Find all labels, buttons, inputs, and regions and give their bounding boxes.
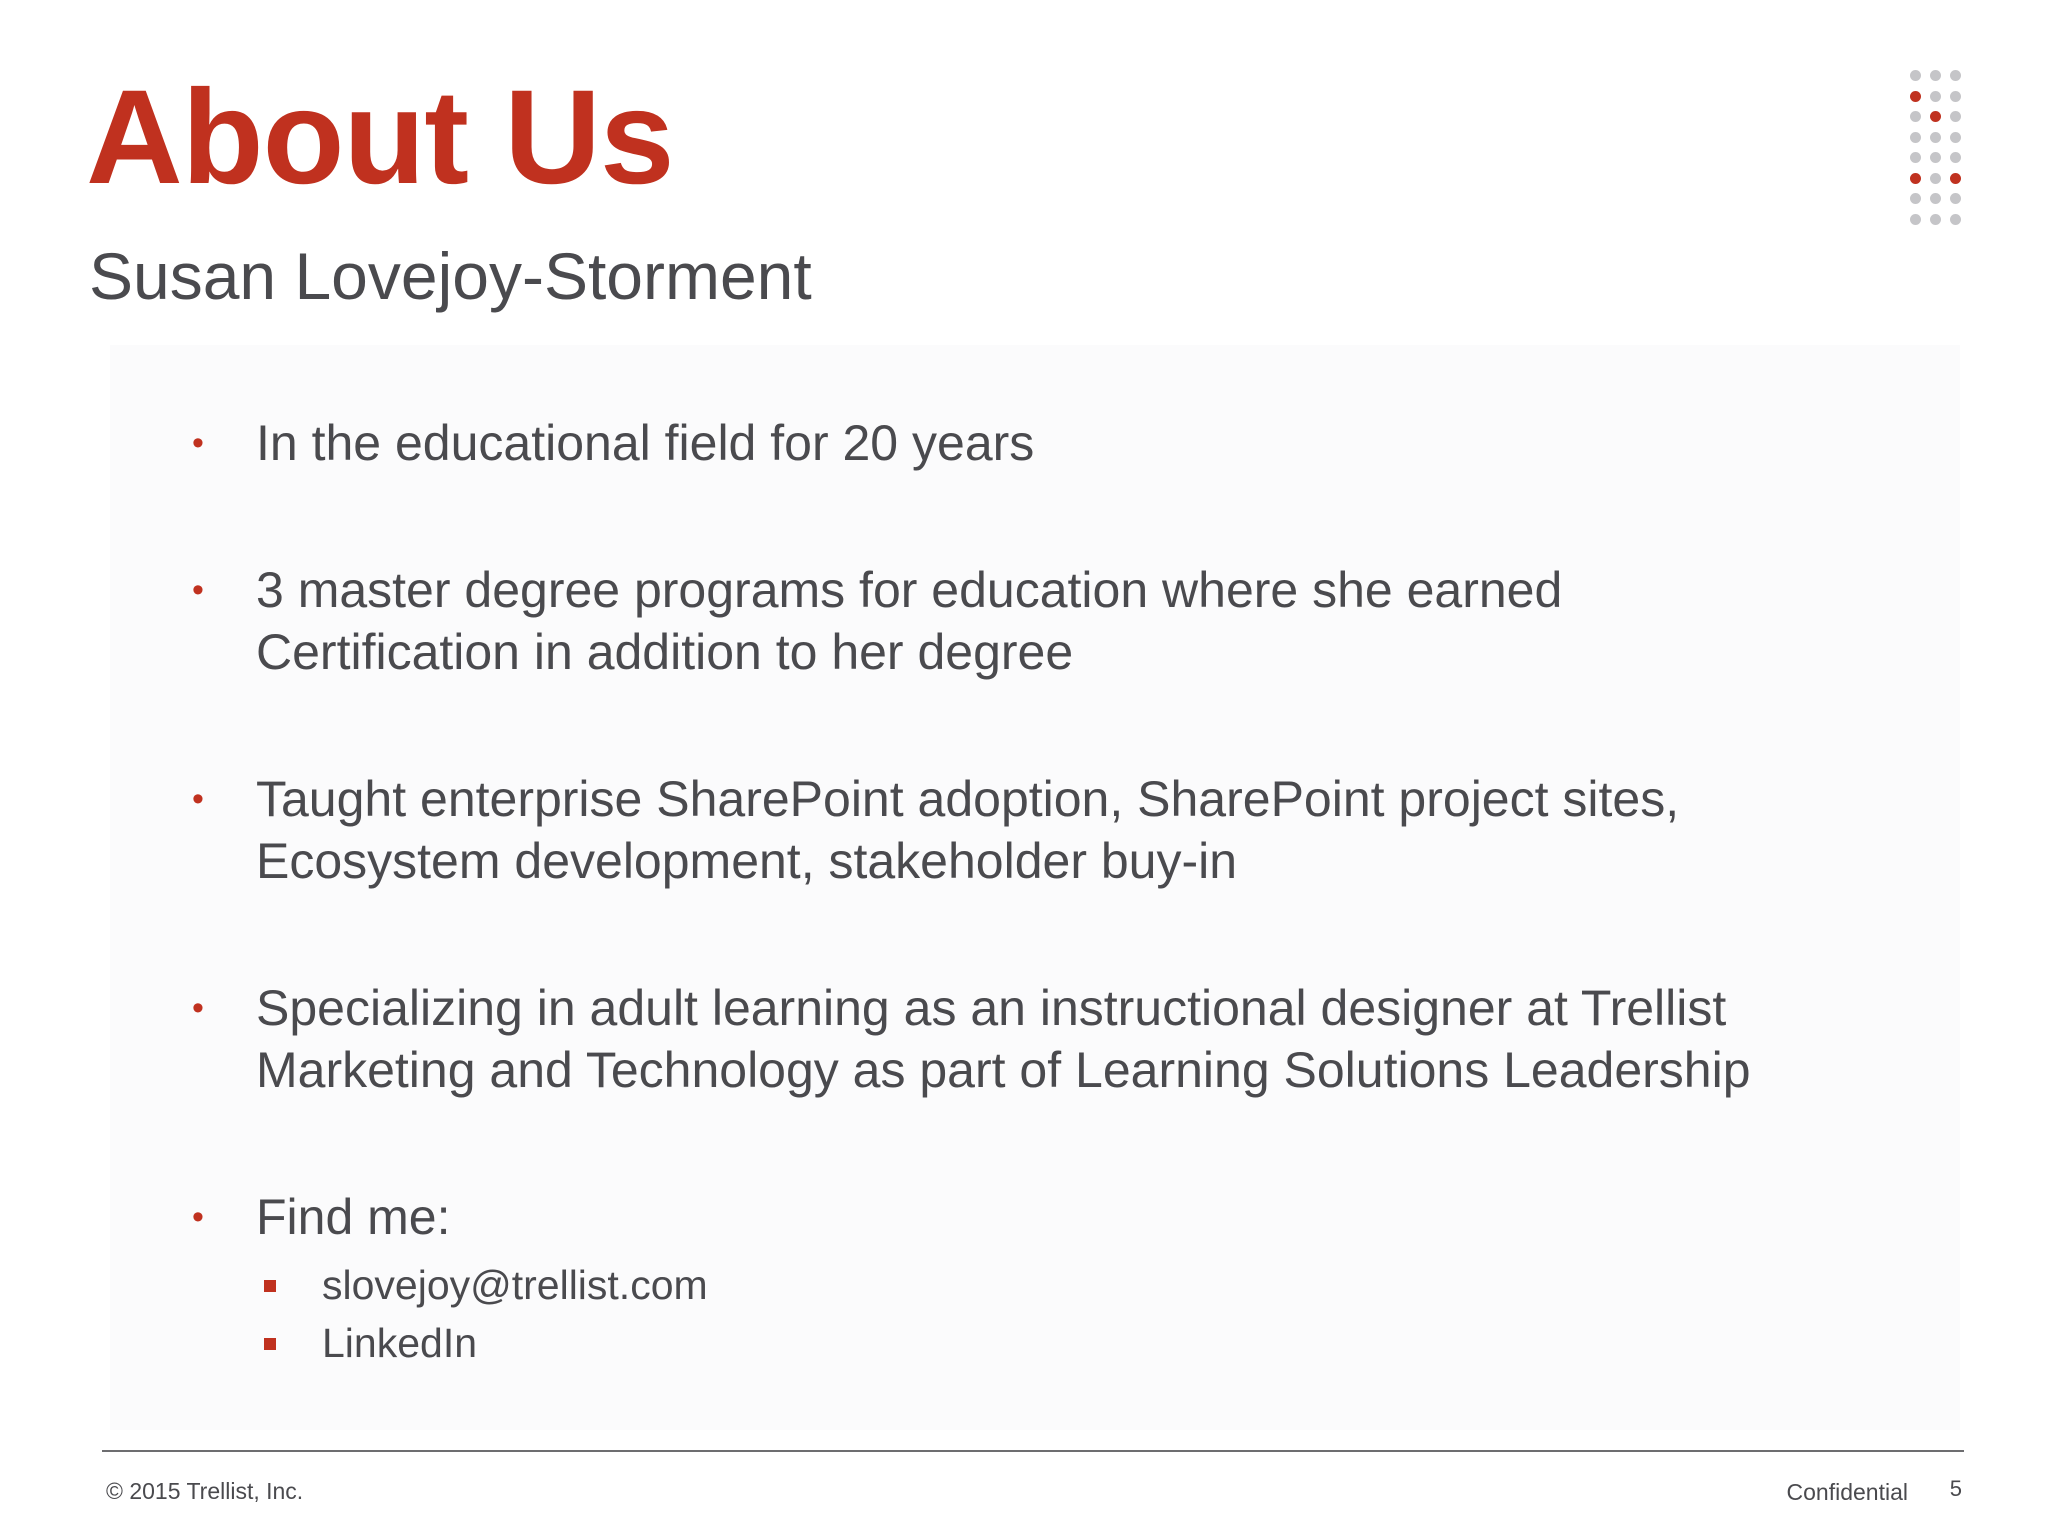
dot [1930,214,1941,225]
dot [1910,132,1921,143]
email-item[interactable] [234,1256,1830,1314]
dot [1910,214,1921,225]
slide-subtitle: Susan Lovejoy-Storment [89,239,812,313]
email-link[interactable]: slovejoy@trellist.com [322,1262,708,1308]
dot [1950,91,1961,102]
bullet-marker: • [192,780,204,818]
dot [1910,70,1921,81]
linkedin-item[interactable] [234,1314,1830,1372]
bullet-item [190,559,1830,683]
dot [1910,193,1921,204]
dot [1950,111,1961,122]
bullet-marker: • [192,424,204,462]
bullet-marker: • [192,989,204,1027]
dot [1930,70,1941,81]
decorative-dot-grid [1910,70,1974,230]
footer-copyright: © 2015 Trellist, Inc. [106,1478,304,1504]
footer-divider [102,1450,1964,1452]
bullet-text: Specializing in adult learning as an instructional designer at Trellist Marketing and Technology as part of Learning Solutions Leadership [256,980,1751,1098]
bullet-item [190,977,1830,1101]
bullet-text: In the educational field for 20 years [256,415,1035,471]
dot-accent [1950,173,1961,184]
bullet-text: 3 master degree programs for education where she earned Certification in addition to her degree [256,562,1563,680]
bullet-item [190,768,1830,892]
dot [1950,193,1961,204]
dot-accent [1930,111,1941,122]
find-me-list [256,1256,1830,1372]
footer-confidential: Confidential [1786,1479,1908,1505]
bullet-marker: • [192,571,204,609]
dot [1930,152,1941,163]
linkedin-link[interactable]: LinkedIn [322,1320,478,1366]
bullet-text: Taught enterprise SharePoint adoption, SharePoint project sites, Ecosystem development, stakeholder buy-in [256,771,1680,889]
bullet-marker: • [192,1198,204,1236]
dot-accent [1910,173,1921,184]
dot [1930,91,1941,102]
dot [1950,132,1961,143]
dot [1950,70,1961,81]
dot [1950,214,1961,225]
dot-accent [1910,91,1921,102]
square-bullet-icon [264,1280,276,1292]
dot [1950,152,1961,163]
dot [1930,173,1941,184]
dot [1910,152,1921,163]
page-number: 5 [1949,1476,1962,1501]
bullet-list [190,412,1830,1372]
dot [1930,132,1941,143]
bullet-text: Find me: [256,1189,451,1245]
bullet-item [190,412,1830,474]
dot [1910,111,1921,122]
bullet-item-find-me [190,1186,1830,1372]
square-bullet-icon [264,1338,276,1350]
dot [1930,193,1941,204]
slide-title: About Us [86,63,674,212]
